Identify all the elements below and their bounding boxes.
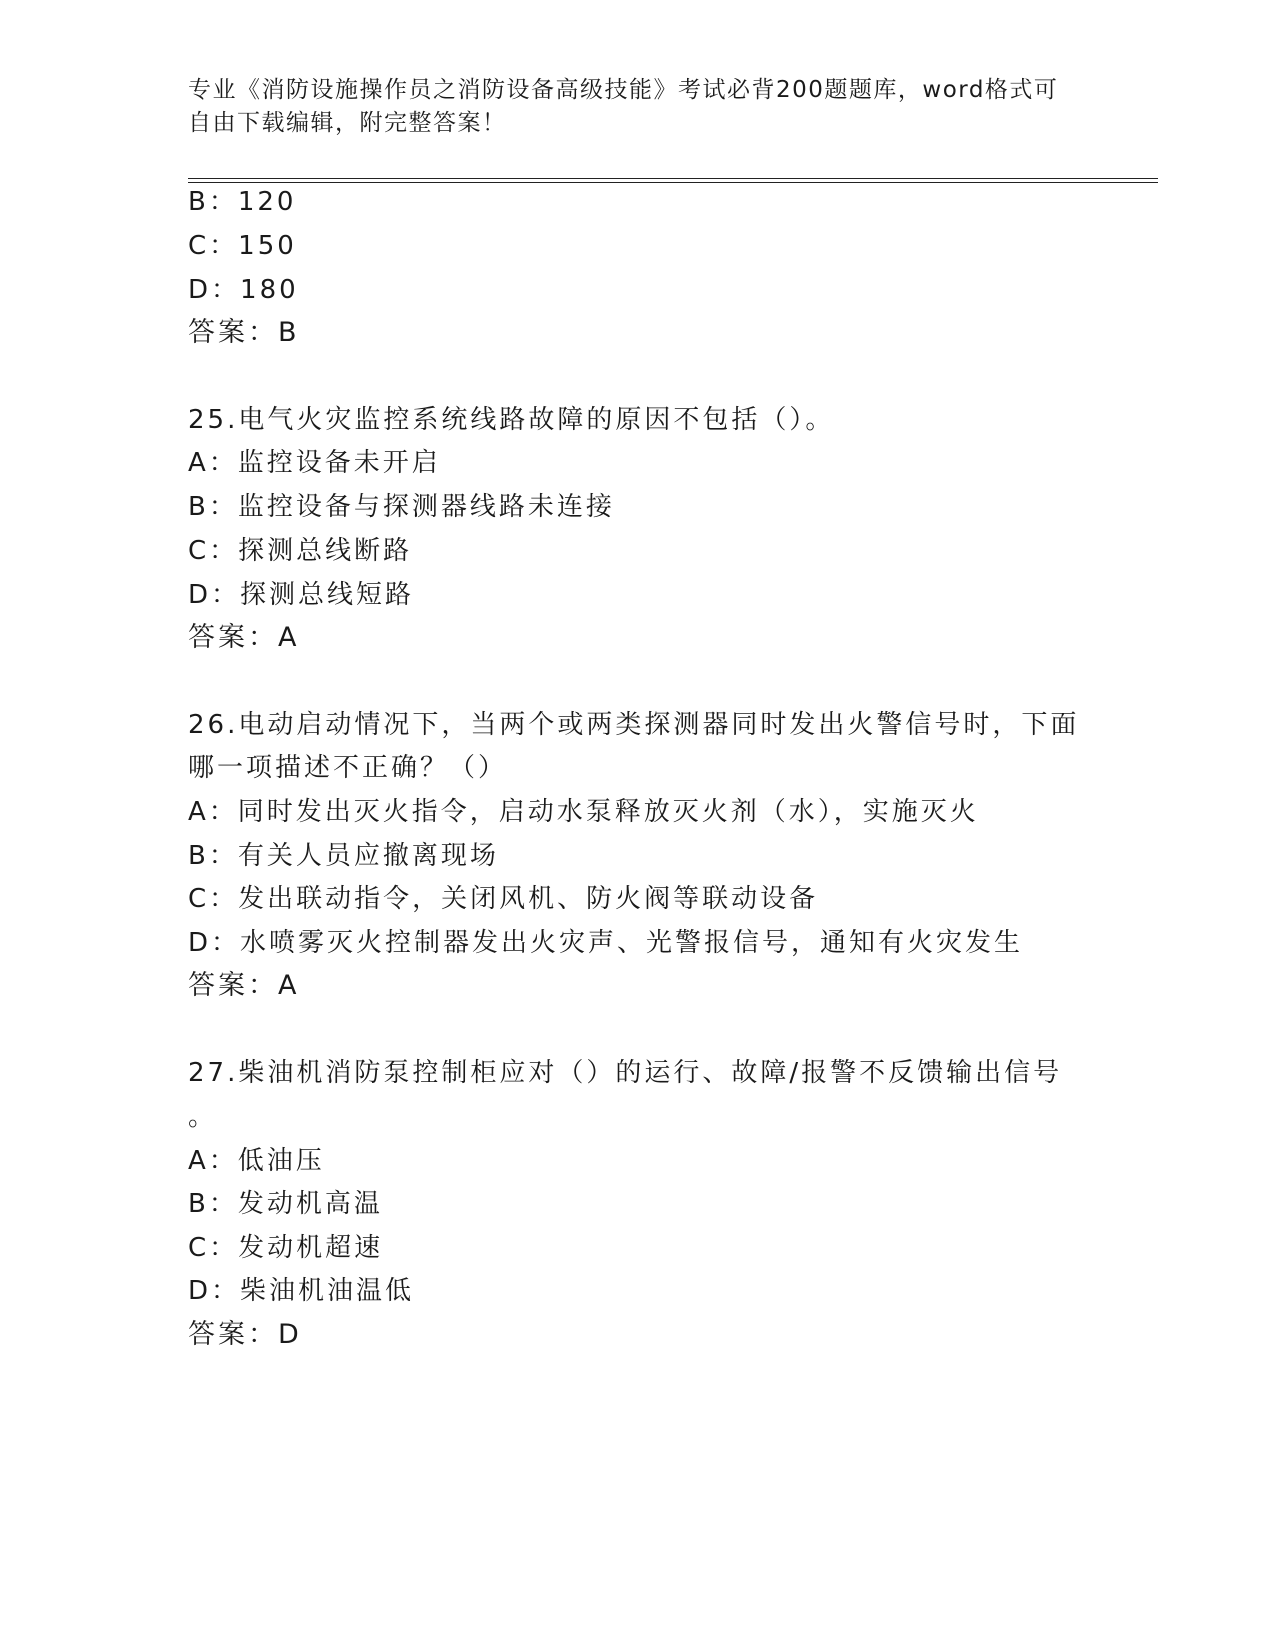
prev-answer: 答案：B	[188, 317, 300, 348]
q25-stem: 25.电气火灾监控系统线路故障的原因不包括（）。	[188, 405, 835, 435]
q27-option-b: B：发动机高温	[188, 1189, 383, 1219]
q27-stem-line-2: 。	[188, 1102, 218, 1132]
q27-option-c: C：发动机超速	[188, 1233, 384, 1263]
q26-stem-line-1: 26.电动启动情况下，当两个或两类探测器同时发出火警信号时，下面	[188, 710, 1080, 740]
q27-option-d: D：柴油机油温低	[188, 1276, 415, 1306]
q27-option-a: A：低油压	[188, 1146, 325, 1176]
q27-answer: 答案：D	[188, 1319, 302, 1350]
q25-answer: 答案：A	[188, 622, 300, 653]
q25-option-d: D：探测总线短路	[188, 580, 415, 610]
header-divider	[188, 178, 1158, 183]
prev-option-d: D：180	[188, 275, 299, 305]
q25-option-b: B：监控设备与探测器线路未连接	[188, 492, 615, 522]
q26-option-c: C：发出联动指令，关闭风机、防火阀等联动设备	[188, 884, 819, 914]
q26-option-a: A：同时发出灭火指令，启动水泵释放灭火剂（水），实施灭火	[188, 797, 979, 827]
q26-option-b: B：有关人员应撤离现场	[188, 841, 499, 871]
q26-answer: 答案：A	[188, 970, 300, 1001]
q25-option-c: C：探测总线断路	[188, 536, 413, 566]
document-header	[188, 74, 1088, 140]
header-title-line-2: 自由下载编辑，附完整答案！	[188, 110, 507, 136]
q27-stem-line-1: 27.柴油机消防泵控制柜应对（）的运行、故障/报警不反馈输出信号	[188, 1058, 1063, 1088]
prev-option-c: C：150	[188, 231, 297, 261]
q26-option-d: D：水喷雾灭火控制器发出火灾声、光警报信号，通知有火灾发生	[188, 928, 1024, 958]
header-title-line-1: 专业《消防设施操作员之消防设备高级技能》考试必背200题题库，word格式可	[188, 77, 1059, 103]
q26-stem-line-2: 哪一项描述不正确？（）	[188, 753, 508, 783]
prev-option-b: B：120	[188, 187, 297, 217]
q25-option-a: A：监控设备未开启	[188, 448, 441, 478]
